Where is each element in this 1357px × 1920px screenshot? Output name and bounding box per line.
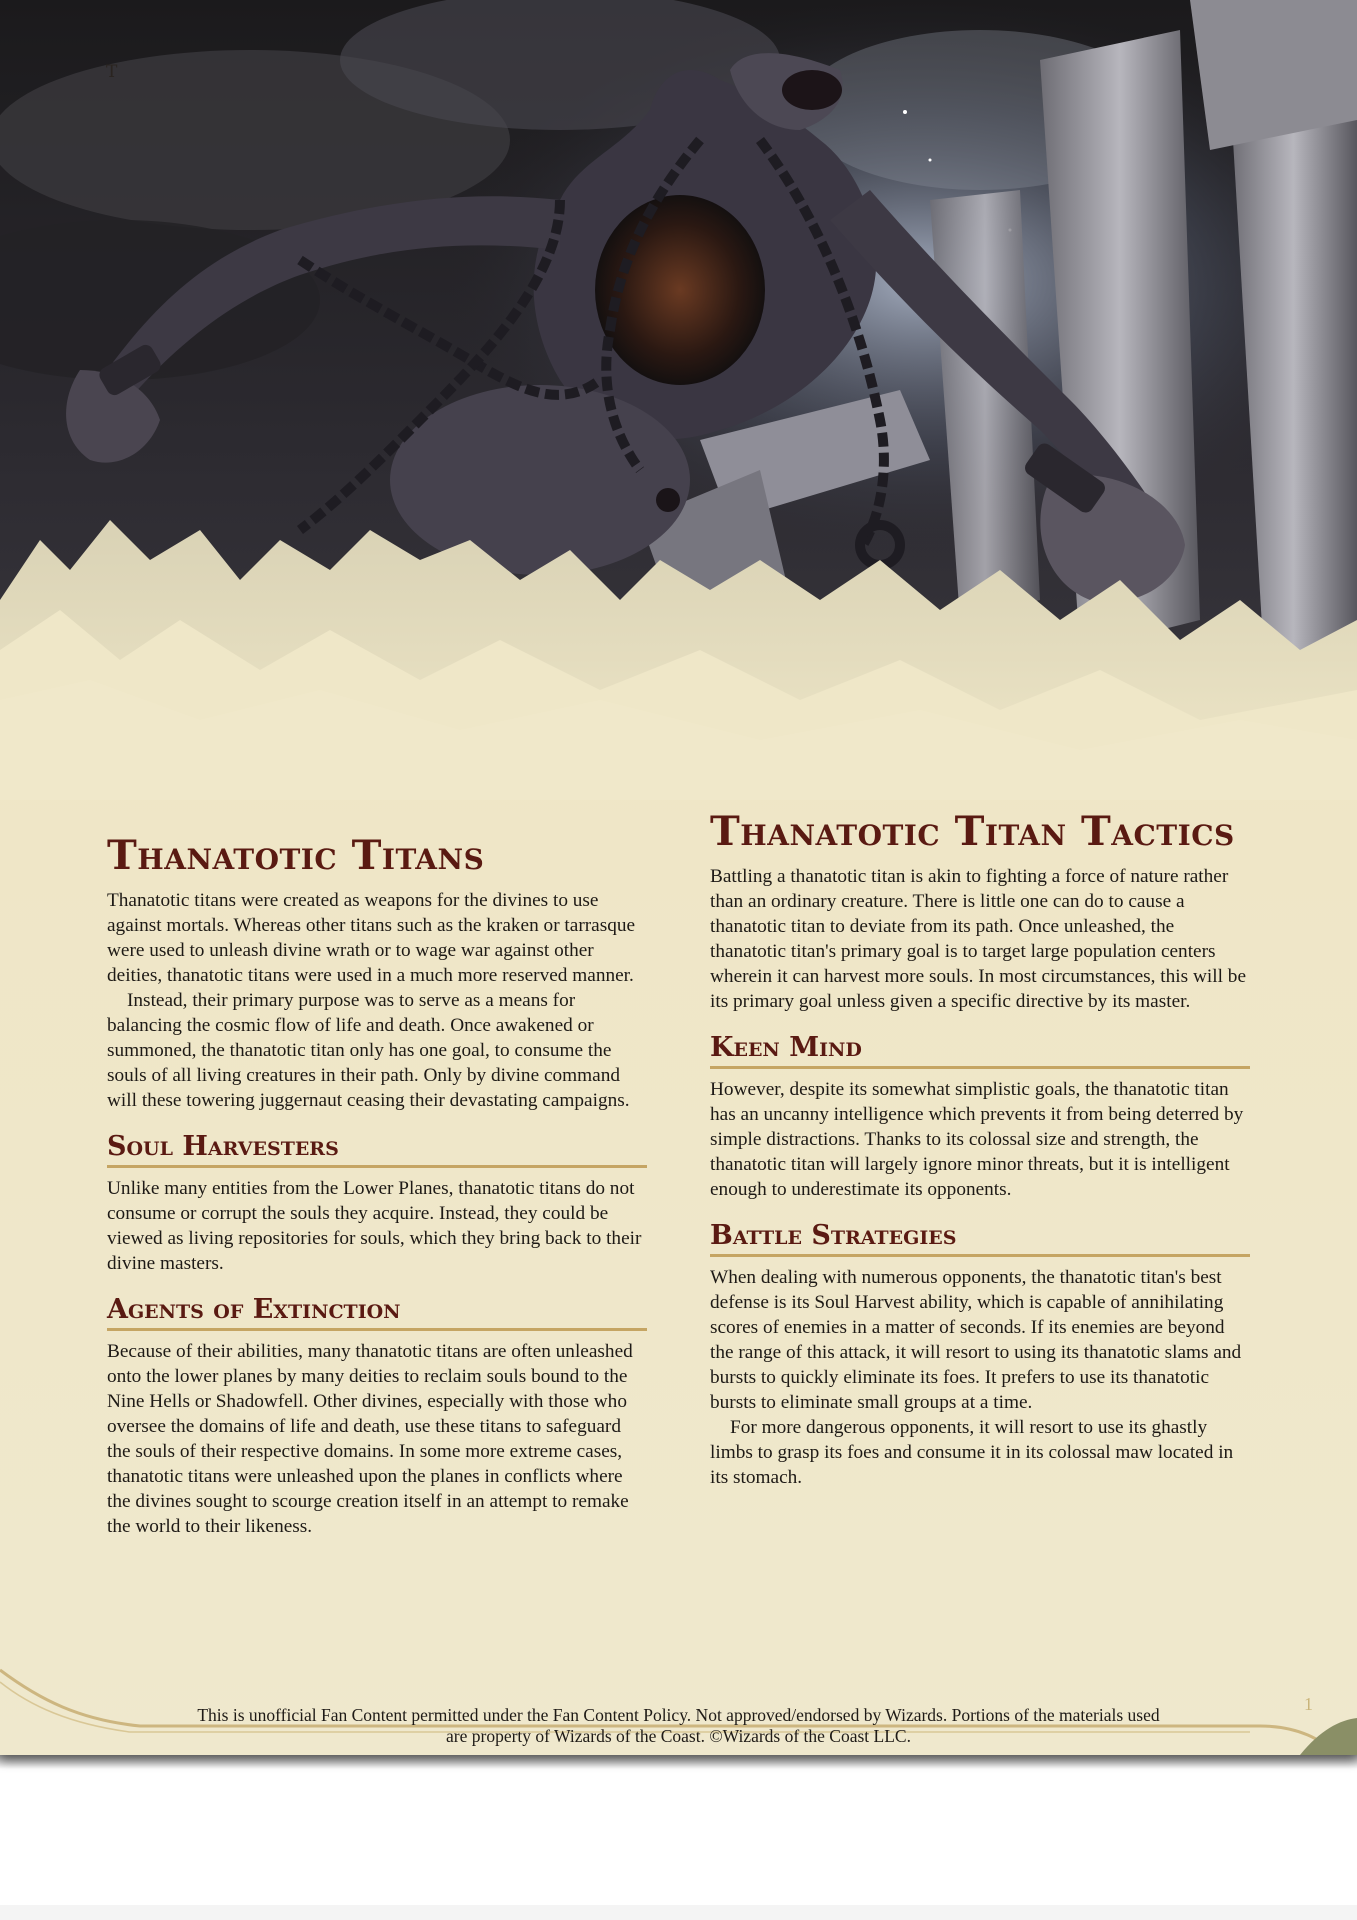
heading-agents-of-extinction: Agents of Extinction bbox=[107, 1294, 647, 1331]
heading-soul-harvesters: Soul Harvesters bbox=[107, 1131, 647, 1168]
page-number: 1 bbox=[1304, 1694, 1313, 1714]
viewer-bottom-band bbox=[0, 1905, 1357, 1920]
agents-of-extinction-text: Because of their abilities, many thanatotic titans are often unleashed onto the lower planes by many deities to reclaim souls bound to the Nine Hells or Shadowfell. Other divines, especially with those who oversee the domains of life and death, use these titans to safeguard the souls of their respective domains. In some more extreme cases, thanatotic titans were unleashed upon the planes in conflicts where the divines sought to scourge creation itself in an attempt to remake the world to their likeness. bbox=[107, 1341, 633, 1537]
legal-footer bbox=[0, 1705, 1357, 1747]
tactics-intro: Battling a thanatotic titan is akin to fighting a force of nature rather than an ordinary creature. There is little one can do to cause a thanatotic titan to deviate from its path. Once unleashed, the thanatotic titan's primary goal is to target large population centers wherein it can harvest more souls. In most circumstances, this will be its primary goal unless given a specific directive by its master. bbox=[710, 866, 1246, 1012]
tactics-title: Thanatotic Titan Tactics bbox=[710, 808, 1235, 855]
page-title: Thanatotic Titans bbox=[107, 832, 485, 879]
footer-line-1: This is unofficial Fan Content permitted under the Fan Content Policy. Not approved/endorsed by Wizards. Portions of the materials used bbox=[197, 1705, 1160, 1725]
right-column bbox=[710, 808, 1250, 1490]
heading-keen-mind: Keen Mind bbox=[710, 1032, 1250, 1069]
keen-mind-text: However, despite its somewhat simplistic goals, the thanatotic titan has an uncanny intelligence which prevents it from being deterred by simple distractions. Thanks to its colossal size and strength, the thanatotic titan will largely ignore minor threats, but it is intelligent enough to underestimate its opponents. bbox=[710, 1079, 1244, 1200]
left-column bbox=[107, 832, 647, 1539]
battle-strategies-paragraph-1: When dealing with numerous opponents, the thanatotic titan's best defense is its Soul Harvest ability, which is capable of annihilating scores of enemies in a matter of seconds. If its enemies are beyond the range of this attack, it will resort to using its thanatotic slams and bursts to quickly eliminate its foes. It prefers to use its thanatotic bursts to eliminate small groups at a time. bbox=[710, 1267, 1242, 1413]
page-shadow bbox=[0, 1755, 1357, 1769]
soul-harvesters-text: Unlike many entities from the Lower Planes, thanatotic titans do not consume or corrupt the souls they acquire. Instead, they could be viewed as living repositories for souls, which they bring back to their divine masters. bbox=[107, 1178, 642, 1274]
footer-line-2: are property of Wizards of the Coast. ©Wizards of the Coast LLC. bbox=[446, 1726, 911, 1746]
titan-illustration bbox=[0, 0, 1357, 800]
corner-mark: T bbox=[106, 62, 118, 82]
intro-paragraph-2: Instead, their primary purpose was to serve as a means for balancing the cosmic flow of life and death. Once awakened or summoned, the thanatotic titan only has one goal, to consume the souls of all living creatures in their path. Only by divine command will these towering juggernaut ceasing their devastating campaigns. bbox=[107, 990, 630, 1111]
heading-battle-strategies: Battle Strategies bbox=[710, 1220, 1250, 1257]
battle-strategies-paragraph-2: For more dangerous opponents, it will resort to use its ghastly limbs to grasp its foes and consume it in its colossal maw located in its stomach. bbox=[710, 1417, 1234, 1488]
intro-paragraph-1: Thanatotic titans were created as weapons for the divines to use against mortals. Whereas other titans such as the kraken or tarrasque were used to unleash divine wrath or to wage war against other deities, thanatotic titans were used in a much more reserved manner. bbox=[107, 890, 636, 986]
